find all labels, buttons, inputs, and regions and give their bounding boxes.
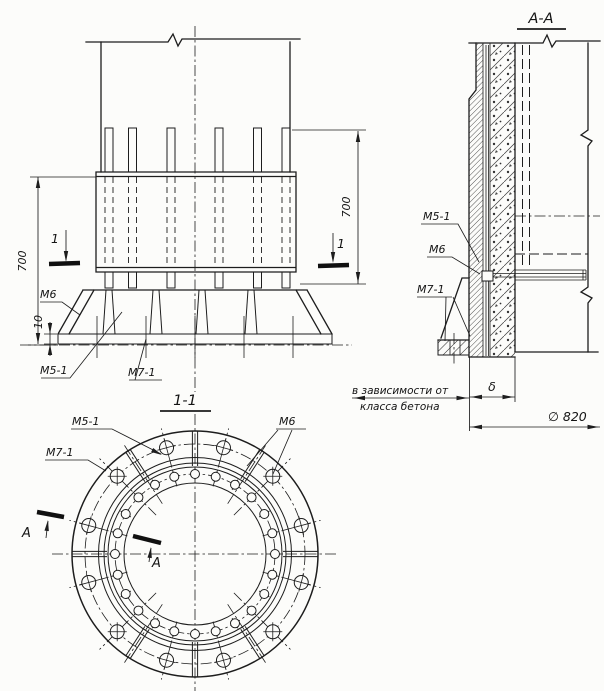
flange-bolt: [151, 619, 160, 628]
rib-slot-top: [282, 128, 290, 172]
section-a-cut-bars: [37, 512, 161, 543]
m7-1-label: М7-1: [46, 446, 74, 459]
gusset-plate: [150, 290, 153, 334]
flange-bolt: [260, 590, 269, 599]
dimension-arrow: [588, 425, 599, 429]
flange-bolt: [134, 606, 143, 615]
dimension-arrow: [48, 323, 52, 334]
dimension-arrow: [331, 252, 335, 263]
flange-bolt: [113, 529, 122, 538]
rib-slot-bottom: [105, 272, 113, 288]
section-aa-view: [352, 11, 600, 431]
sleeve-outline: [96, 172, 296, 272]
rib-slot-top: [254, 128, 262, 172]
flange-bolt: [113, 570, 122, 579]
flange-bolt: [191, 470, 200, 479]
dimension-arrow: [36, 333, 40, 344]
flange-bolt: [247, 606, 256, 615]
rib-slot-bottom: [129, 272, 137, 288]
flange-bolt: [191, 630, 200, 639]
gusset-plate: [205, 290, 208, 334]
dimension-arrow: [356, 272, 360, 283]
flange-bolt: [231, 619, 240, 628]
dimension-arrow: [48, 344, 52, 355]
dimension-arrow: [471, 425, 482, 429]
gusset-plate: [103, 290, 106, 334]
flange-bolt: [170, 627, 179, 636]
gusset-plate: [196, 290, 199, 334]
m5-1-label: М5-1: [40, 364, 68, 377]
gusset-plate: [245, 290, 248, 334]
plan-view: [21, 393, 338, 691]
rib-slot-top: [167, 128, 175, 172]
flange-bolt: [247, 493, 256, 502]
flange-bolt: [170, 472, 179, 481]
flange-bolt: [268, 570, 277, 579]
dimension-arrow: [457, 396, 468, 400]
gusset-plate: [159, 290, 162, 334]
rib-slot-bottom: [282, 272, 290, 288]
dimension-arrow: [471, 395, 482, 399]
m6-label: М6: [40, 288, 57, 301]
height-dim-text-left: 700: [16, 250, 29, 272]
m5-1-leader: [71, 429, 161, 454]
rib-slot-bottom: [167, 272, 175, 288]
plan-flange-geometry: [52, 414, 338, 691]
m5-1-label: М5-1: [423, 210, 451, 223]
note-line1: в зависимости от: [352, 385, 449, 397]
flange-bolt: [134, 493, 143, 502]
diameter-text: ∅ 820: [548, 409, 587, 424]
rib-radial-axis: [228, 604, 267, 664]
m6-label: М6: [279, 415, 296, 428]
plate-thickness-text: 10: [32, 315, 45, 329]
pipe-wall-lines: [483, 43, 490, 357]
elevation-view: [16, 26, 366, 392]
flange-bolt: [121, 510, 130, 519]
dimension-arrow: [356, 131, 360, 142]
cut-mark-a-left: А: [22, 526, 31, 541]
m7-1-label: М7-1: [417, 283, 445, 296]
m5-1-label: М5-1: [72, 415, 100, 428]
rib-radial-axis: [123, 604, 162, 664]
flange-bolt: [151, 480, 160, 489]
height-dimension-right: [292, 130, 366, 284]
flange-bolt: [211, 627, 220, 636]
m7-1-leader: [417, 297, 470, 341]
gusset-plate: [112, 290, 115, 334]
flange-bolt: [271, 550, 280, 559]
rib-slot-top: [215, 128, 223, 172]
rib-slot-top: [129, 128, 137, 172]
rib-slot-top: [105, 128, 113, 172]
cut-mark-1-right: 1: [337, 236, 345, 251]
m7-1-leader: [45, 460, 106, 471]
rib-slot-bottom: [215, 272, 223, 288]
flange-bolt: [121, 590, 130, 599]
m6-leader: [40, 302, 80, 315]
height-dim-text-right: 700: [340, 196, 353, 218]
bolt-nut: [482, 271, 493, 281]
column-top-break-line: [86, 34, 300, 46]
m7-1-label: М7-1: [128, 366, 156, 379]
m6-label: М6: [429, 243, 446, 256]
flange-bolt: [231, 480, 240, 489]
flange-bolt: [211, 472, 220, 481]
gusset-plate: [254, 290, 257, 334]
cut-mark-1-left: 1: [51, 231, 59, 246]
dimension-arrow: [503, 395, 514, 399]
section-1-arrow-stems: [66, 230, 333, 261]
flange-bolt: [111, 550, 120, 559]
m6-leader: [247, 429, 306, 474]
rib-slot-bottom: [254, 272, 262, 288]
cut-mark-a-inner: А: [152, 556, 161, 571]
section-aa-title: А-А: [528, 11, 554, 27]
flange-bolt: [268, 529, 277, 538]
section-1-cut-bars: [49, 263, 349, 266]
wall-thickness-text: δ: [488, 379, 496, 394]
note-line2: класса бетона: [360, 401, 440, 413]
dimension-arrow: [64, 251, 68, 262]
bracket-foot-plate: [438, 340, 469, 355]
plan-title: 1-1: [173, 393, 197, 409]
dimension-arrow: [36, 177, 40, 188]
concrete-core-hatch: [490, 43, 515, 357]
flange-bolt: [260, 510, 269, 519]
right-break-line: [581, 43, 592, 352]
hidden-rib-lines: [523, 45, 530, 268]
